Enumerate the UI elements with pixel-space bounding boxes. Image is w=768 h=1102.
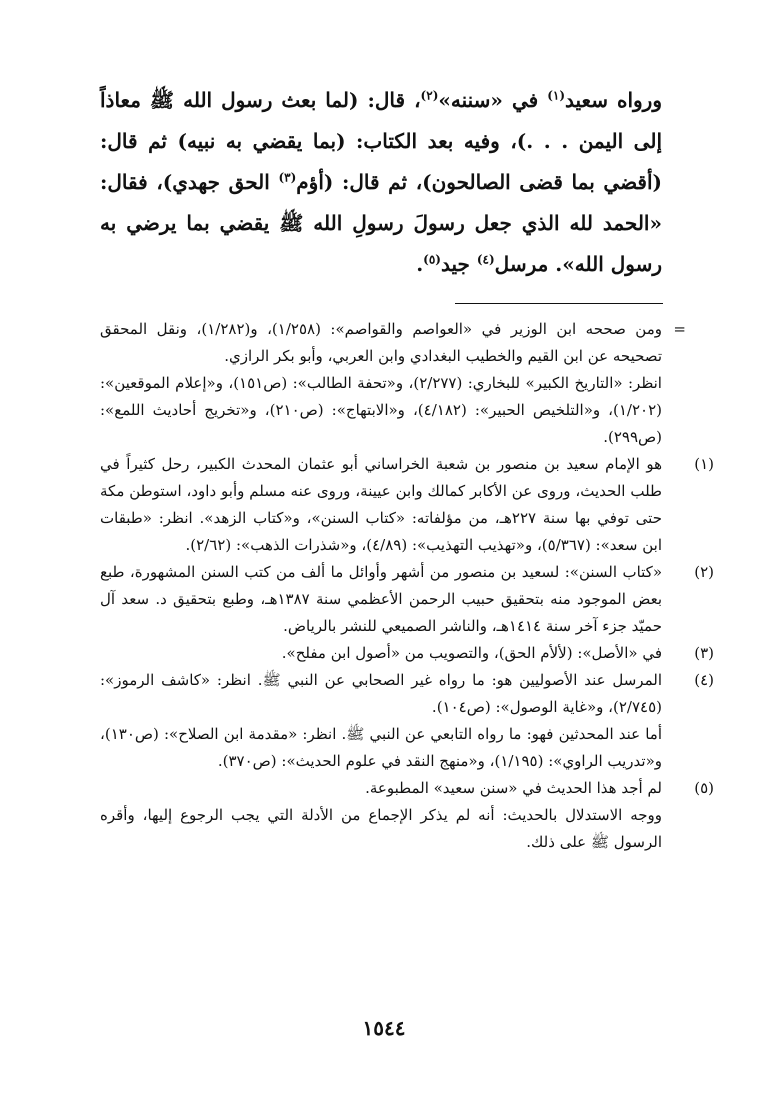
footnote-reference: (١) [547,88,566,103]
footnotes-section [100,316,714,856]
main-text-segment: جيد [440,252,477,276]
footnote-5 [100,775,714,856]
footnote-1 [100,451,714,559]
main-paragraph-text [100,80,662,285]
footnote-text: في «الأصل»: (لألأم الحق)، والتصويب من «أصول ابن مفلح». [281,644,662,662]
footnote-3 [100,640,714,667]
footnote-continued-text-2: انظر: «التاريخ الكبير» للبخاري: (٢/٢٧٧)، و«تحفة الطالب»: (ص١٥١)، و«إعلام الموقعين»: (١/٢٠٢)، و«التلخيص الحبير»: (٤/١٨٢)، و«الابتهاج»: (ص٢١٠)، و«تخريج أحاديث اللمع»: (ص٢٩٩). [100,374,662,446]
footnote-2 [100,559,714,640]
footnote-text: «كتاب السنن»: لسعيد بن منصور من أشهر وأوائل ما ألف من كتب السنن المشهورة، طبع بعض الموجود منه بتحقيق حبيب الرحمن الأعظمي سنة ١٣٨٧هـ، وطبع بتحقيق د. سعد آل حميّد جزء آخر سنة ١٤١٤هـ، والناشر الصميعي للنشر بالرياض. [100,563,662,635]
continuation-marker: = [673,320,686,338]
footnote-number: (٤) [694,671,714,689]
main-text-segment: في «سننه» [438,88,548,112]
footnote-continued-text: ومن صححه ابن الوزير في «العواصم والقواصم»: (١/٢٥٨)، و(١/٢٨٢)، ونقل المحقق تصحيحه عن ابن القيم والخطيب البغدادي وابن العربي، وأبو بكر الرازي. [100,320,662,365]
footnote-number: (٥) [694,779,714,797]
footnote-reference: (٤) [476,252,495,267]
footnote-number: (٢) [694,563,714,581]
footnote-reference: (٥) [423,252,441,267]
footnote-text: لم أجد هذا الحديث في «سنن سعيد» المطبوعة. [365,779,662,797]
footnote-reference: (٢) [420,88,439,103]
footnote-extra-text: ووجه الاستدلال بالحديث: أنه لم يذكر الإجماع من الأدلة التي يجب الرجوع إليها، وأقره الرسول ﷺ على ذلك. [100,806,662,851]
main-text-segment: ورواه سعيد [565,88,662,112]
footnote-text: المرسل عند الأصوليين هو: ما رواه غير الصحابي عن النبي ﷺ. انظر: «كاشف الرموز»: (٢/٧٤٥)، و«غاية الوصول»: (ص١٠٤). [100,671,662,716]
main-paragraph [100,80,662,285]
main-text-segment: الحق جهدي)، فقال: «الحمد لله الذي جعل رسولَ رسولِ الله ﷺ يقضي بما يرضي به رسول الله». مرسل [100,170,662,276]
footnote-continued [100,316,686,451]
main-text-segment: . [416,252,424,276]
page-number: ١٥٤٤ [362,1016,406,1040]
footnote-reference: (٣) [278,170,297,185]
footnote-separator [455,303,663,304]
main-text-segment: ، قال: (لما بعث رسول الله ﷺ معاذاً إلى اليمن . . .)، وفيه بعد الكتاب: (بما يقضي به نبيه) ثم قال: (أقضي بما قضى الصالحون)، ثم قال: (أؤم [100,88,662,194]
footnote-number: (١) [694,455,714,473]
footnote-4 [100,667,714,775]
footnote-number: (٣) [694,644,714,662]
footnote-text: هو الإمام سعيد بن منصور بن شعبة الخراساني أبو عثمان المحدث الكبير، رحل كثيراً في طلب الحديث، وروى عن الأكابر كمالك وابن عيينة، وروى عنه مسلم وأبو داود، استوطن مكة حتى توفي بها سنة ٢٢٧هـ، من مؤلفاته: «كتاب السنن»، و«كتاب الزهد». انظر: «طبقات ابن سعد»: (٥/٣٦٧)، و«تهذيب التهذيب»: (٤/٨٩)، و«شذرات الذهب»: (٢/٦٢). [100,455,662,554]
footnote-extra-text: أما عند المحدثين فهو: ما رواه التابعي عن النبي ﷺ. انظر: «مقدمة ابن الصلاح»: (ص١٣٠)، و«تدريب الراوي»: (١/١٩٥)، و«منهج النقد في علوم الحديث»: (ص٣٧٠). [100,725,662,770]
